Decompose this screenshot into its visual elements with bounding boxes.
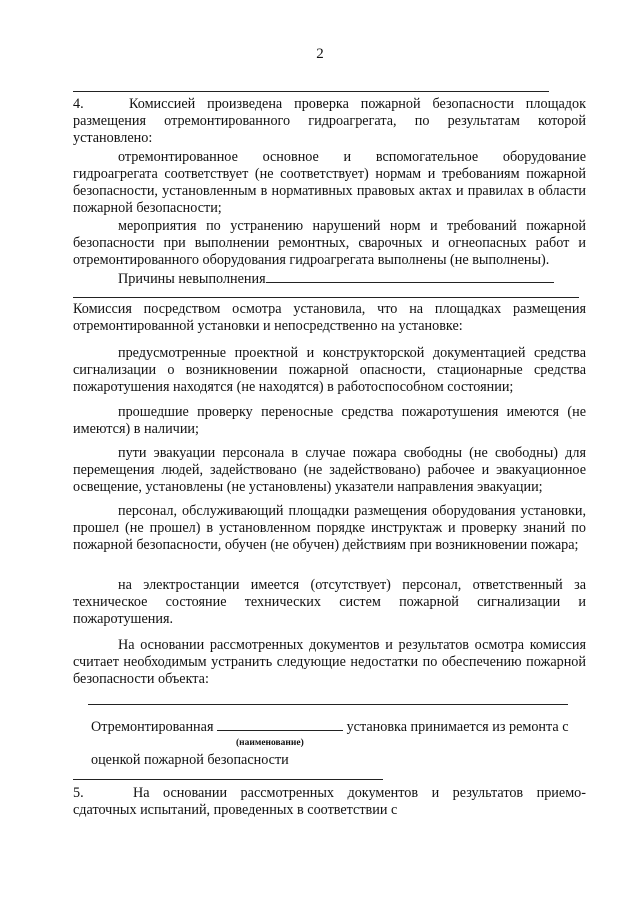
item-4-paragraph-2: мероприятия по устранению нарушений норм и требований пожарной безопасности при выполнении ремонтных, сварочных и огнеопасных работ и отремонтированного оборудования гидроагрегата выполнены (не выполнены). [73,218,586,268]
inspection-intro: Комиссия посредством осмотра установила, что на площадках размещения отремонтированной установки и непосредственно на установке: [73,301,586,334]
item-4-lead-text: Комиссией произведена проверка пожарной безопасности площадок размещения отремонтированного гидроагрегата, по результатам которой установлено: [73,96,586,146]
item-5 [73,785,586,819]
separator-line [73,779,383,780]
reasons-line [118,270,554,288]
separator-line [88,704,568,705]
separator-line [73,91,549,92]
reasons-label: Причины невыполнения [118,271,266,287]
item-5-text: На основании рассмотренных документов и результатов приемо-сдаточных испытаний, проведенных в соответствии с [73,785,586,818]
item-5-number: 5. [73,785,84,801]
item-4-paragraph-1: отремонтированное основное и вспомогательное оборудование гидроагрегата соответствует (не соответствует) нормам и требованиям пожарной безопасности, установленным в нормативных правовых актах и правилах в области пожарной безопасности; [73,149,586,216]
acceptance-line [91,718,569,736]
separator-line [73,297,579,298]
inspection-paragraph-4: персонал, обслуживающий площадки размещения оборудования установки, прошел (не прошел) в установленном порядке инструктаж и проверку знаний по пожарной безопасности, обучен (не обучен) действиям при возникновении пожара; [73,503,586,553]
inspection-paragraph-1: предусмотренные проектной и конструкторской документацией средства сигнализации о возникновении пожарной опасности, стационарные средства пожаротушения находятся (не находятся) в работоспособном состоянии; [73,345,586,395]
acceptance-line-2: оценкой пожарной безопасности [91,752,289,768]
reasons-blank [266,270,554,283]
inspection-paragraph-3: пути эвакуации персонала в случае пожара свободны (не свободны) для перемещения людей, задействовано (не задействовано) рабочее и эвакуационное освещение, установлены (не установлены) указатели направления эвакуации; [73,445,586,495]
acceptance-lead: Отремонтированная [91,719,214,735]
inspection-paragraph-5: на электростанции имеется (отсутствует) персонал, ответственный за техническое состояние технических систем пожарной сигнализации и пожаротушения. [73,577,586,627]
inspection-conclusion: На основании рассмотренных документов и результатов осмотра комиссия считает необходимым устранить следующие недостатки по обеспечению пожарной безопасности объекта: [73,637,586,687]
item-4-lead [73,96,586,147]
name-caption: (наименование) [236,738,304,748]
inspection-paragraph-2: прошедшие проверку переносные средства пожаротушения имеются (не имеются) в наличии; [73,404,586,437]
page-number: 2 [316,46,324,62]
acceptance-tail: установка принимается из ремонта с [346,719,569,735]
equipment-name-blank [217,718,343,731]
item-4-number: 4. [73,96,84,112]
